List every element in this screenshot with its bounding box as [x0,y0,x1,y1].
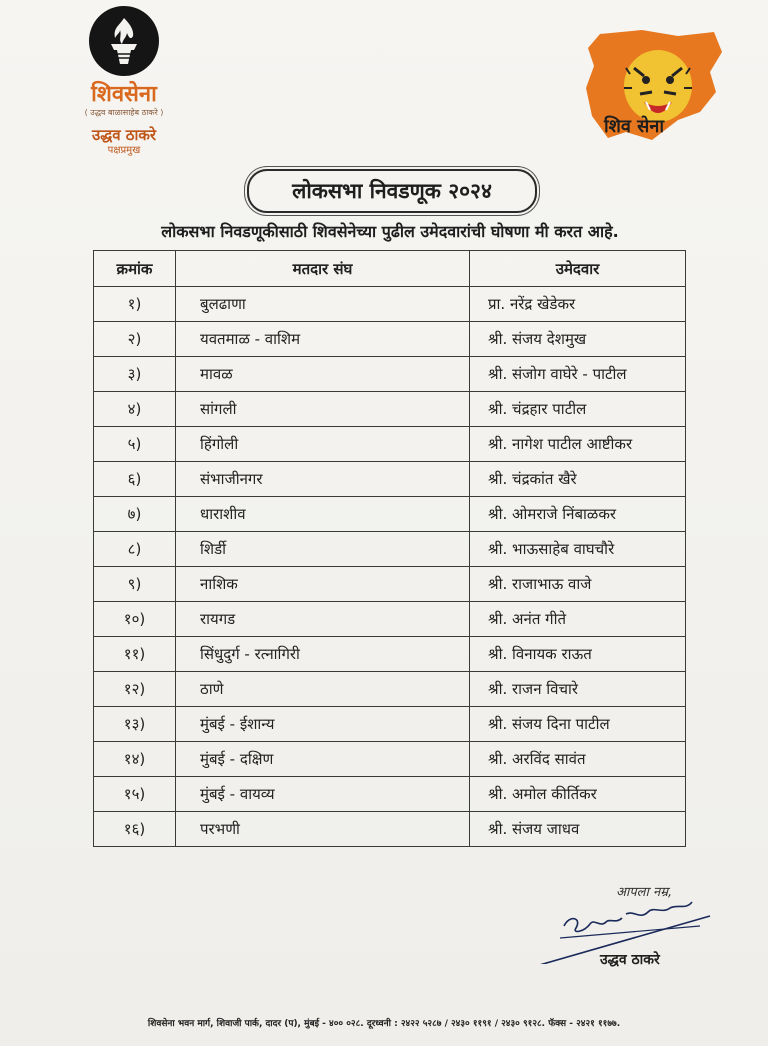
constituency-cell: सिंधुदुर्ग - रत्नागिरी [176,637,470,672]
table-header-row [94,251,686,287]
constituency-cell: परभणी [176,812,470,847]
signatory-name: उद्धव ठाकरे [600,952,660,968]
table-row [94,812,686,847]
serial-cell: १२) [94,672,176,707]
candidate-cell: श्री. भाऊसाहेब वाघचौरे [470,532,686,567]
document-title: लोकसभा निवडणूक २०२४ [247,169,537,213]
constituency-cell: मुंबई - ईशान्य [176,707,470,742]
tiger-emblem [582,28,724,146]
header-candidate: उमेदवार [470,251,686,287]
candidate-cell: श्री. चंद्रकांत खैरे [470,462,686,497]
brand-name: शिवसेना [91,82,157,107]
table-row [94,427,686,462]
serial-cell: ४) [94,392,176,427]
leader-role: पक्षप्रमुख [107,145,141,156]
signature-note: आपला नम्र, [616,885,673,900]
candidate-cell: श्री. संजय देशमुख [470,322,686,357]
constituency-cell: ठाणे [176,672,470,707]
candidate-cell: श्री. अरविंद सावंत [470,742,686,777]
table-row [94,357,686,392]
serial-cell: १५) [94,777,176,812]
serial-cell: २) [94,322,176,357]
serial-cell: १०) [94,602,176,637]
table-body [94,287,686,847]
serial-cell: ६) [94,462,176,497]
candidates-table [93,250,685,847]
candidate-cell: श्री. चंद्रहार पाटील [470,392,686,427]
serial-cell: १) [94,287,176,322]
footer-address: शिवसेना भवन मार्ग, शिवाजी पार्क, दादर (प), मुंबई - ४०० ०२८. दूरध्वनी : २४२२ ५२८७ / २४३० ११९१ / २४३० ९१२८. फॅक्स - २४२१ ११७७. [147,1019,621,1029]
table-row [94,532,686,567]
serial-cell: ११) [94,637,176,672]
serial-cell: १४) [94,742,176,777]
signature-block [530,874,730,974]
table-row [94,392,686,427]
serial-cell: ३) [94,357,176,392]
table-row [94,287,686,322]
candidate-cell: श्री. संजय जाधव [470,812,686,847]
candidate-cell: श्री. संजय दिना पाटील [470,707,686,742]
candidate-cell: श्री. संजोग वाघेरे - पाटील [470,357,686,392]
table-row [94,567,686,602]
constituency-cell: धाराशीव [176,497,470,532]
candidate-cell: श्री. राजन विचारे [470,672,686,707]
constituency-cell: मुंबई - वायव्य [176,777,470,812]
brand-subtitle: ( उद्धव बाळासाहेब ठाकरे ) [84,108,164,117]
table-row [94,322,686,357]
serial-cell: ५) [94,427,176,462]
constituency-cell: हिंगोली [176,427,470,462]
table-row [94,707,686,742]
constituency-cell: बुलढाणा [176,287,470,322]
constituency-cell: शिर्डी [176,532,470,567]
candidate-cell: श्री. राजाभाऊ वाजे [470,567,686,602]
header-serial: क्रमांक [94,251,176,287]
candidate-cell: श्री. अनंत गीते [470,602,686,637]
table-row [94,672,686,707]
serial-cell: ९) [94,567,176,602]
candidate-cell: श्री. अमोल कीर्तिकर [470,777,686,812]
constituency-cell: यवतमाळ - वाशिम [176,322,470,357]
constituency-cell: सांगली [176,392,470,427]
table-row [94,637,686,672]
constituency-cell: नाशिक [176,567,470,602]
party-logo-block [72,6,176,158]
table-row [94,777,686,812]
table-row [94,497,686,532]
table-row [94,602,686,637]
serial-cell: १६) [94,812,176,847]
constituency-cell: मावळ [176,357,470,392]
header-constituency: मतदार संघ [176,251,470,287]
leader-name: उद्धव ठाकरे [91,126,157,144]
document-subtitle: लोकसभा निवडणूकीसाठी शिवसेनेच्या पुढील उमेदवारांची घोषणा मी करत आहे. [161,222,619,241]
serial-cell: ७) [94,497,176,532]
constituency-cell: संभाजीनगर [176,462,470,497]
table-row [94,742,686,777]
constituency-cell: रायगड [176,602,470,637]
candidate-cell: श्री. नागेश पाटील आष्टीकर [470,427,686,462]
candidate-cell: श्री. ओमराजे निंबाळकर [470,497,686,532]
serial-cell: १३) [94,707,176,742]
table-row [94,462,686,497]
candidate-cell: प्रा. नरेंद्र खेडेकर [470,287,686,322]
candidate-cell: श्री. विनायक राऊत [470,637,686,672]
torch-icon [89,6,159,76]
emblem-text: शिव सेना [604,116,664,137]
serial-cell: ८) [94,532,176,567]
constituency-cell: मुंबई - दक्षिण [176,742,470,777]
